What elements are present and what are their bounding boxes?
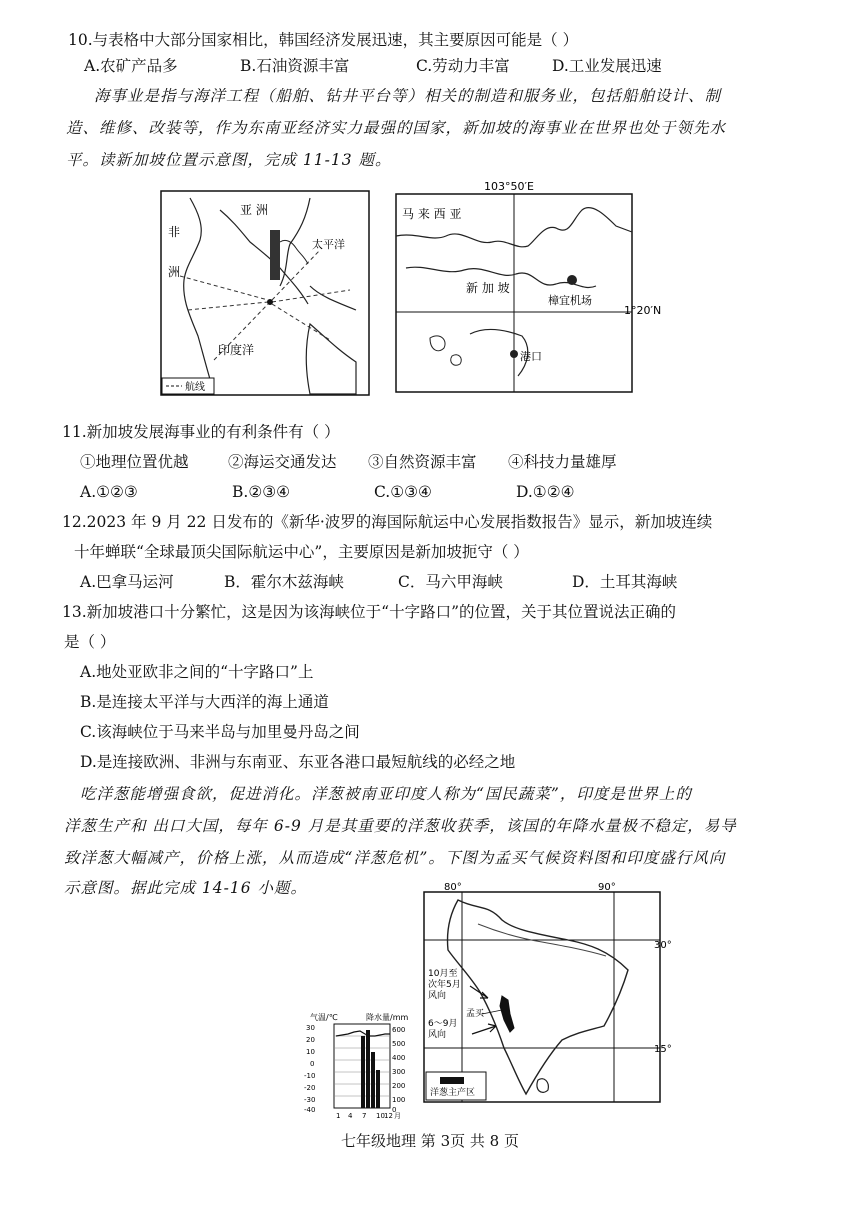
q12-option-c: C．马六甲海峡	[398, 573, 503, 591]
q13-option-a: A.地处亚欧非之间的“十字路口”上	[80, 663, 314, 681]
map1-africa-label-1: 非	[168, 225, 181, 239]
wind-oct-label-1: 10月至	[428, 969, 458, 979]
q11-option-c: C.①③④	[374, 483, 432, 501]
q13-option-c: C.该海峡位于马来半岛与加里曼丹岛之间	[80, 723, 360, 741]
climate-right-axis-title: 降水量/mm	[366, 1013, 409, 1022]
page-footer: 七年级地理 第 3页 共 8 页	[341, 1132, 519, 1150]
wind-oct-label-3: 风向	[428, 991, 447, 1001]
climate-left-tick-10: 10	[306, 1048, 315, 1056]
climate-left-tick-30: 30	[306, 1024, 315, 1032]
singapore-detail-map	[386, 180, 676, 395]
q11-condition-2: ②海运交通发达	[228, 453, 337, 471]
q11-condition-4: ④科技力量雄厚	[508, 453, 617, 471]
map2-latitude-label: 1°20′N	[624, 304, 662, 317]
passage2-line1: 吃洋葱能增强食欲，促进消化。洋葱被南亚印度人称为“国民蔬菜”，印度是世界上的	[80, 785, 692, 803]
q11-option-b: B.②③④	[232, 483, 291, 501]
passage1-line3: 平。读新加坡位置示意图，完成 11-13 题。	[66, 151, 392, 169]
q12-option-b: B．霍尔木兹海峡	[224, 573, 344, 591]
rainfall-bar-aug	[371, 1052, 375, 1108]
map2-longitude-label: 103°50′E	[484, 180, 534, 193]
climate-left-tick-neg30: -30	[304, 1096, 316, 1104]
temperature-line	[336, 1031, 390, 1036]
climate-x-tick-10: 10	[376, 1112, 385, 1120]
q12-line1: 12.2023 年 9 月 22 日发布的《新华·波罗的海国际航运中心发展指数报告》显示，新加坡连续	[62, 513, 713, 531]
map2-singapore-label: 新 加 坡	[466, 281, 510, 295]
india-wind-map	[418, 880, 672, 1120]
climate-right-tick-300: 300	[392, 1068, 406, 1076]
rainfall-bar-jun	[361, 1036, 365, 1108]
q11-condition-3: ③自然资源丰富	[368, 453, 477, 471]
climate-x-unit: 月	[394, 1112, 401, 1120]
map1-africa-label-2: 洲	[168, 265, 181, 279]
passage1-line2: 造、维修、改装等，作为东南亚经济实力最强的国家，新加坡的海事业在世界也处于领先水	[66, 119, 727, 137]
climate-x-tick-12: 12	[384, 1112, 393, 1120]
q13-option-b: B.是连接太平洋与大西洋的海上通道	[80, 693, 329, 711]
climate-left-tick-20: 20	[306, 1036, 315, 1044]
map1-indian-ocean-label: 印度洋	[218, 343, 255, 357]
passage2-line4: 示意图。据此完成 14-16 小题。	[64, 879, 308, 897]
q11-condition-1: ①地理位置优越	[80, 453, 189, 471]
q10-option-b: B.石油资源丰富	[240, 57, 350, 75]
rainfall-bar-jul	[366, 1030, 370, 1108]
climate-right-tick-0: 0	[392, 1106, 397, 1114]
q13-line2: 是（ ）	[64, 633, 116, 651]
q11-option-d: D.①②④	[516, 483, 575, 501]
mumbai-label: 孟买	[466, 1009, 485, 1019]
india-lat-30: 30°	[654, 940, 672, 951]
climate-left-axis-title: 气温/℃	[310, 1013, 338, 1022]
india-lon-90: 90°	[598, 882, 616, 893]
climate-x-tick-1: 1	[336, 1112, 341, 1120]
rainfall-bar-sep	[376, 1070, 380, 1108]
india-lat-15: 15°	[654, 1044, 672, 1055]
q12-option-a: A.巴拿马运河	[80, 573, 174, 591]
map1-pacific-label: 太平洋	[312, 238, 345, 251]
wind-jun-label-1: 6～9月	[428, 1019, 458, 1029]
map1-legend-label: 航线	[185, 382, 205, 393]
india-lon-80: 80°	[444, 882, 462, 893]
q10-option-c: C.劳动力丰富	[416, 57, 510, 75]
wind-jun-label-2: 风向	[428, 1030, 447, 1040]
q12-line2: 十年蝉联“全球最顶尖国际航运中心”，主要原因是新加坡扼守（ ）	[74, 543, 529, 561]
climate-left-tick-0: 0	[310, 1060, 315, 1068]
climate-left-tick-neg10: -10	[304, 1072, 316, 1080]
passage1-line1: 海事业是指与海洋工程（船舶、钻井平台等）相关的制造和服务业，包括船舶设计、制	[94, 87, 722, 105]
climate-x-tick-7: 7	[362, 1112, 367, 1120]
climate-right-tick-100: 100	[392, 1096, 406, 1104]
wind-oct-label-2: 次年5月	[428, 980, 461, 990]
q11-option-a: A.①②③	[80, 483, 138, 501]
map2-airport-label: 樟宜机场	[548, 294, 592, 307]
q13-option-d: D.是连接欧洲、非洲与东南亚、东亚各港口最短航线的必经之地	[80, 753, 516, 771]
q10-option-d: D.工业发展迅速	[552, 57, 662, 75]
india-legend-label: 洋葱主产区	[430, 1088, 476, 1098]
climate-x-tick-4: 4	[348, 1112, 353, 1120]
mumbai-climate-chart	[302, 1010, 412, 1120]
climate-left-tick-neg40: -40	[304, 1106, 316, 1114]
climate-right-tick-400: 400	[392, 1054, 406, 1062]
q13-line1: 13.新加坡港口十分繁忙，这是因为该海峡位于“十字路口”的位置，关于其位置说法正确的	[62, 603, 677, 621]
q10-option-a: A.农矿产品多	[84, 57, 178, 75]
q10-stem: 10.与表格中大部分国家相比，韩国经济发展迅速，其主要原因可能是（ ）	[68, 31, 579, 49]
map1-asia-label: 亚 洲	[240, 203, 268, 217]
climate-right-tick-600: 600	[392, 1026, 406, 1034]
map2-malaysia-label: 马 来 西 亚	[402, 207, 462, 221]
q11-stem: 11.新加坡发展海事业的有利条件有（ ）	[62, 423, 340, 441]
q12-option-d: D．土耳其海峡	[572, 573, 678, 591]
passage2-line3: 致洋葱大幅减产，价格上涨，从而造成“洋葱危机”。下图为孟买气候资料图和印度盛行风向	[64, 849, 726, 867]
climate-left-tick-neg20: -20	[304, 1084, 316, 1092]
map2-port-label: 港口	[520, 350, 542, 363]
climate-right-tick-200: 200	[392, 1082, 406, 1090]
passage2-line2: 洋葱生产和 出口大国，每年 6-9 月是其重要的洋葱收获季，该国的年降水量极不稳定，易导	[64, 817, 737, 835]
climate-right-tick-500: 500	[392, 1040, 406, 1048]
world-location-map	[160, 190, 370, 396]
